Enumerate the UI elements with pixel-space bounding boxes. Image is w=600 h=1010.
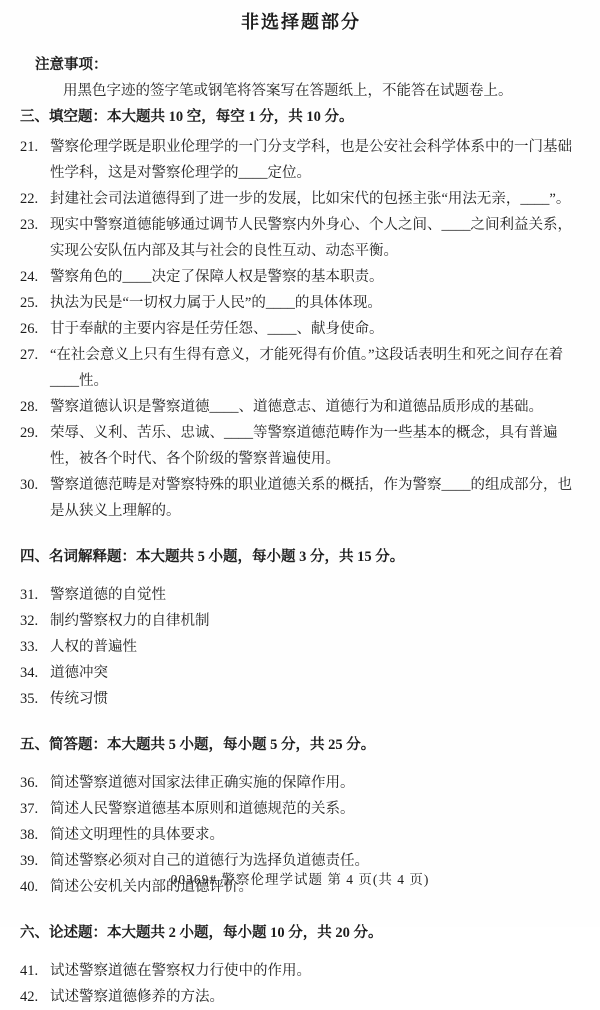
question-number: 35.	[20, 691, 39, 707]
question-item	[20, 290, 582, 316]
question-number: 25.	[20, 295, 39, 311]
question-number: 34.	[20, 665, 39, 681]
question-item	[20, 660, 582, 686]
question-number: 31.	[20, 587, 39, 603]
page-title: 非选择题部分	[241, 12, 361, 32]
question-item	[20, 264, 582, 290]
question-number: 41.	[20, 963, 39, 979]
question-item	[20, 316, 582, 342]
section-heading-short-answer: 五、简答题：本大题共 5 小题，每小题 5 分，共 25 分。	[20, 737, 376, 753]
question-text: 简述文明理性的具体要求。	[50, 827, 224, 843]
question-number: 29.	[20, 425, 39, 441]
question-number: 27.	[20, 347, 39, 363]
question-text: 封建社会司法道德得到了进一步的发展，比如宋代的包拯主张“用法无亲，____”。	[50, 191, 571, 207]
question-text: 执法为民是“一切权力属于人民”的____的具体体现。	[50, 295, 382, 311]
question-number: 30.	[20, 477, 39, 493]
question-number: 24.	[20, 269, 39, 285]
question-text: 警察角色的____决定了保障人权是警察的基本职责。	[50, 269, 384, 285]
question-number: 28.	[20, 399, 39, 415]
question-text: 传统习惯	[50, 691, 108, 707]
question-number: 37.	[20, 801, 39, 817]
question-item	[20, 342, 582, 394]
question-list-essay	[20, 958, 582, 1010]
question-text: 警察道德认识是警察道德____、道德意志、道德行为和道德品质形成的基础。	[50, 399, 543, 415]
question-item	[20, 472, 582, 524]
question-text: 简述人民警察道德基本原则和道德规范的关系。	[50, 801, 355, 817]
question-text: 试述警察道德在警察权力行使中的作用。	[50, 963, 311, 979]
question-text: 警察道德的自觉性	[50, 587, 166, 603]
question-number: 33.	[20, 639, 39, 655]
question-number: 21.	[20, 139, 39, 155]
question-item	[20, 634, 582, 660]
question-item	[20, 186, 582, 212]
question-text: 道德冲突	[50, 665, 108, 681]
question-item	[20, 958, 582, 984]
question-item	[20, 796, 582, 822]
question-text: 人权的普遍性	[50, 639, 137, 655]
page-footer: 00369# 警察伦理学试题 第 4 页(共 4 页)	[170, 872, 430, 887]
question-item	[20, 212, 582, 264]
question-text: 荣辱、义利、苦乐、忠诚、____等警察道德范畴作为一些基本的概念，具有普遍性，被各个时代、各个阶级的警察普遍使用。	[50, 425, 558, 467]
question-number: 38.	[20, 827, 39, 843]
question-item	[20, 984, 582, 1010]
question-text: 甘于奉献的主要内容是任劳任怨、____、献身使命。	[50, 321, 384, 337]
question-text: 简述公安机关内部的道德评价。	[50, 879, 253, 895]
question-text: 警察道德范畴是对警察特殊的职业道德关系的概括，作为警察____的组成部分，也是从狭义上理解的。	[50, 477, 572, 519]
notice-label: 注意事项：	[35, 57, 108, 73]
question-item	[20, 686, 582, 712]
question-item	[20, 582, 582, 608]
question-number: 26.	[20, 321, 39, 337]
question-number: 22.	[20, 191, 39, 207]
question-text: 现实中警察道德能够通过调节人民警察内外身心、个人之间、____之间利益关系，实现公安队伍内部及其与社会的良性互动、动态平衡。	[50, 217, 572, 259]
question-number: 39.	[20, 853, 39, 869]
question-number: 36.	[20, 775, 39, 791]
question-text: “在社会意义上只有生得有意义，才能死得有价值。”这段话表明生和死之间存在着____性。	[50, 347, 564, 389]
question-text: 简述警察道德对国家法律正确实施的保障作用。	[50, 775, 355, 791]
notice-text: 用黑色字迹的签字笔或钢笔将答案写在答题纸上，不能答在试题卷上。	[63, 83, 513, 99]
question-item	[20, 822, 582, 848]
question-text: 简述警察必须对自己的道德行为选择负道德责任。	[50, 853, 369, 869]
section-heading-definitions: 四、名词解释题：本大题共 5 小题，每小题 3 分，共 15 分。	[20, 549, 405, 565]
question-number: 42.	[20, 989, 39, 1005]
question-text: 试述警察道德修养的方法。	[50, 989, 224, 1005]
question-list-definitions	[20, 582, 582, 712]
question-text: 警察伦理学既是职业伦理学的一门分支学科，也是公安社会科学体系中的一门基础性学科，这是对警察伦理学的____定位。	[50, 139, 572, 181]
question-number: 40.	[20, 879, 39, 895]
question-text: 制约警察权力的自律机制	[50, 613, 210, 629]
question-item	[20, 394, 582, 420]
question-item	[20, 770, 582, 796]
question-list-fill-in	[20, 134, 582, 524]
section-heading-fill-in: 三、填空题：本大题共 10 空，每空 1 分，共 10 分。	[20, 109, 354, 125]
question-item	[20, 608, 582, 634]
question-number: 23.	[20, 217, 39, 233]
question-number: 32.	[20, 613, 39, 629]
question-item	[20, 134, 582, 186]
section-heading-essay: 六、论述题：本大题共 2 小题，每小题 10 分，共 20 分。	[20, 925, 383, 941]
question-item	[20, 420, 582, 472]
